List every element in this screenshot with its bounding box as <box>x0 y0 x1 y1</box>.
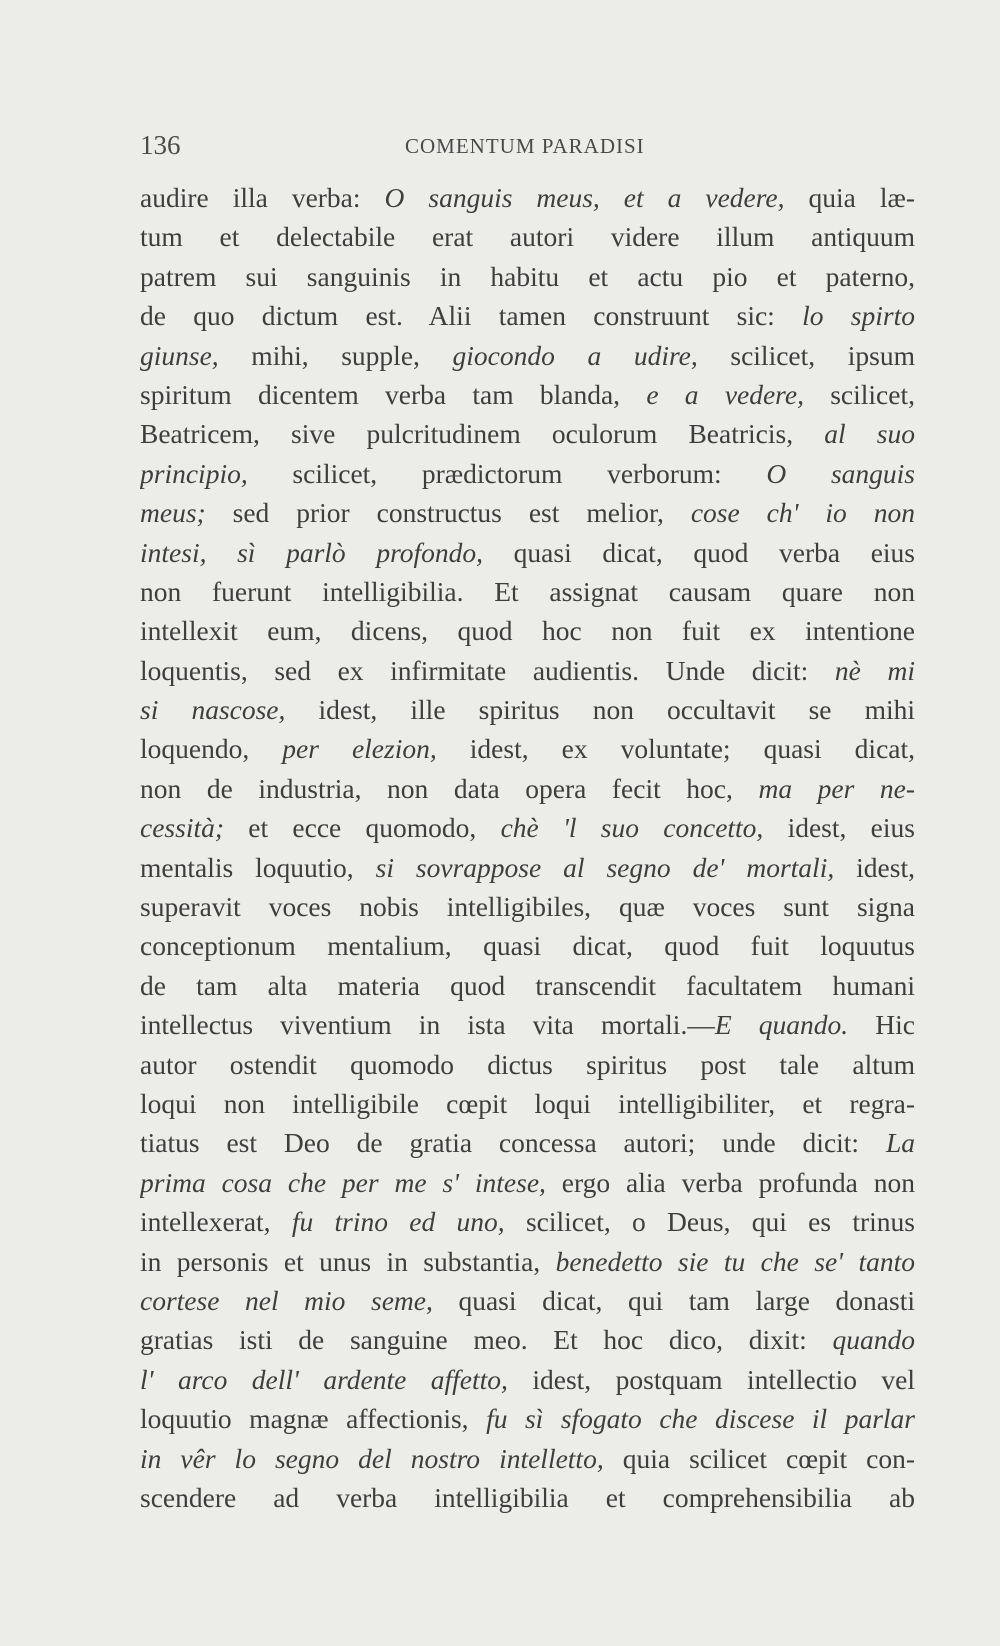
text-run: quasi dicat, qui tam large donasti <box>432 1284 915 1316</box>
text-line <box>140 651 915 690</box>
italic-quote: fu trino ed uno, <box>291 1206 505 1238</box>
text-run: idest, postquam intellectio vel <box>507 1363 915 1395</box>
text-line <box>140 1439 915 1478</box>
text-run: conceptionum mentalium, quasi dicat, quod fuit loquutus <box>140 930 915 962</box>
text-line <box>140 966 915 1005</box>
text-run: scilicet, o Deus, qui es trinus <box>504 1206 915 1238</box>
text-line <box>140 296 915 335</box>
text-line <box>140 217 915 256</box>
text-line <box>140 1202 915 1241</box>
text-run: sed prior constructus est melior, <box>205 497 691 529</box>
text-line <box>140 887 915 926</box>
italic-quote: La <box>885 1127 915 1159</box>
running-title: COMENTUM PARADISI <box>405 134 645 158</box>
italic-quote: lo spirto <box>802 300 915 332</box>
text-line <box>140 1163 915 1202</box>
text-run: non fuerunt intelligibilia. Et assignat causam quare non <box>140 575 915 607</box>
text-line <box>140 1005 915 1044</box>
text-line <box>140 1242 915 1281</box>
italic-quote: nè mi <box>834 654 915 686</box>
text-line <box>140 1045 915 1084</box>
italic-quote: fu sì sfogato che discese il parlar <box>486 1403 915 1435</box>
italic-quote: giocondo a udire, <box>452 339 698 371</box>
italic-quote: si nascose, <box>140 694 286 726</box>
italic-quote: O sanguis <box>766 457 915 489</box>
text-run: loquendo, <box>140 733 283 765</box>
text-line <box>140 493 915 532</box>
text-run: loquutio magnæ affectionis, <box>140 1403 487 1435</box>
text-line <box>140 257 915 296</box>
text-run: mihi, supple, <box>218 339 453 371</box>
text-line <box>140 1084 915 1123</box>
italic-quote: l' arco dell' ardente affetto, <box>140 1363 508 1395</box>
text-line <box>140 1399 915 1438</box>
text-run: scilicet, <box>803 378 915 410</box>
italic-quote: intesi, sì parlò profondo, <box>140 536 484 568</box>
page-number: 136 <box>140 130 181 160</box>
text-line <box>140 848 915 887</box>
text-line <box>140 336 915 375</box>
italic-quote: prima cosa che per me s' intese, <box>140 1166 546 1198</box>
text-run: spiritum dicentem verba tam blanda, <box>140 378 647 410</box>
text-run: quia scilicet cœpit con- <box>603 1442 915 1474</box>
text-run: gratias isti de sanguine meo. Et hoc dico, dixit: <box>140 1324 833 1356</box>
italic-quote: O sanguis meus, et a vedere, <box>384 182 785 213</box>
text-line <box>140 729 915 768</box>
italic-quote: in vêr lo segno del nostro intelletto, <box>140 1442 604 1474</box>
text-run: intellexit eum, dicens, quod hoc non fuit ex intentione <box>140 615 915 647</box>
text-run: et ecce quomodo, <box>224 812 501 844</box>
text-run: de quo dictum est. Alii tamen construunt sic: <box>140 300 803 332</box>
text-line <box>140 375 915 414</box>
text-run: quia læ- <box>784 182 915 213</box>
text-line <box>140 1320 915 1359</box>
text-line <box>140 611 915 650</box>
text-line <box>140 414 915 453</box>
text-run: intellexerat, <box>140 1206 292 1238</box>
italic-quote: chè 'l suo concetto, <box>500 812 764 844</box>
body-text <box>140 178 915 1517</box>
text-run: idest, ille spiritus non occultavit se mihi <box>285 694 915 726</box>
text-run: non de industria, non data opera fecit hoc, <box>140 772 759 804</box>
italic-quote: al suo <box>824 418 915 450</box>
text-line <box>140 572 915 611</box>
text-run: mentalis loquutio, <box>140 851 376 883</box>
italic-quote: principio, <box>140 457 248 489</box>
text-run: tiatus est Deo de gratia concessa autori; unde dicit: <box>140 1127 886 1159</box>
text-run: loqui non intelligibile cœpit loqui intelligibiliter, et regra- <box>140 1087 915 1119</box>
italic-quote: cose ch' io non <box>690 497 915 529</box>
text-line <box>140 533 915 572</box>
text-run: Hic <box>848 1009 915 1041</box>
text-line <box>140 1123 915 1162</box>
text-run: idest, ex voluntate; quasi dicat, <box>436 733 915 765</box>
text-run: idest, <box>834 851 915 883</box>
text-run: autor ostendit quomodo dictus spiritus post tale altum <box>140 1048 915 1080</box>
italic-quote: E quando. <box>714 1009 849 1041</box>
text-run: patrem sui sanguinis in habitu et actu pio et paterno, <box>140 260 915 292</box>
text-run: scilicet, prædictorum verborum: <box>247 457 767 489</box>
italic-quote: si sovrappose al segno de' mortali, <box>375 851 835 883</box>
text-run: superavit voces nobis intelligibiles, quæ voces sunt signa <box>140 891 915 923</box>
text-line <box>140 808 915 847</box>
italic-quote: cessità; <box>140 812 225 844</box>
text-run: Beatricem, sive pulcritudinem oculorum Beatricis, <box>140 418 825 450</box>
text-run: quasi dicat, quod verba eius <box>483 536 915 568</box>
italic-quote: meus; <box>140 497 206 529</box>
running-head <box>140 130 920 170</box>
italic-quote: e a vedere, <box>646 378 804 410</box>
text-run: in personis et unus in substantia, <box>140 1245 556 1277</box>
text-run: idest, eius <box>763 812 915 844</box>
text-line <box>140 769 915 808</box>
text-run: de tam alta materia quod transcendit facultatem humani <box>140 969 915 1001</box>
italic-quote: ma per ne- <box>758 772 915 804</box>
text-line <box>140 926 915 965</box>
text-run: loquentis, sed ex infirmitate audientis. Unde dicit: <box>140 654 835 686</box>
text-run: scendere ad verba intelligibilia et comprehensibilia ab <box>140 1481 915 1513</box>
italic-quote: cortese nel mio seme, <box>140 1284 433 1316</box>
text-line <box>140 690 915 729</box>
text-line <box>140 454 915 493</box>
italic-quote: benedetto sie tu che se' tanto <box>555 1245 915 1277</box>
text-run: intellectus viventium in ista vita mortali.— <box>140 1009 715 1041</box>
italic-quote: giunse, <box>140 339 219 371</box>
text-run: tum et delectabile erat autori videre illum antiquum <box>140 221 915 253</box>
text-run: ergo alia verba profunda non <box>545 1166 915 1198</box>
text-run: audire illa verba: <box>140 182 385 213</box>
text-line <box>140 1478 915 1517</box>
text-run: scilicet, ipsum <box>697 339 915 371</box>
text-line <box>140 1360 915 1399</box>
italic-quote: per elezion, <box>282 733 437 765</box>
text-line <box>140 178 915 217</box>
italic-quote: quando <box>832 1324 915 1356</box>
text-line <box>140 1281 915 1320</box>
